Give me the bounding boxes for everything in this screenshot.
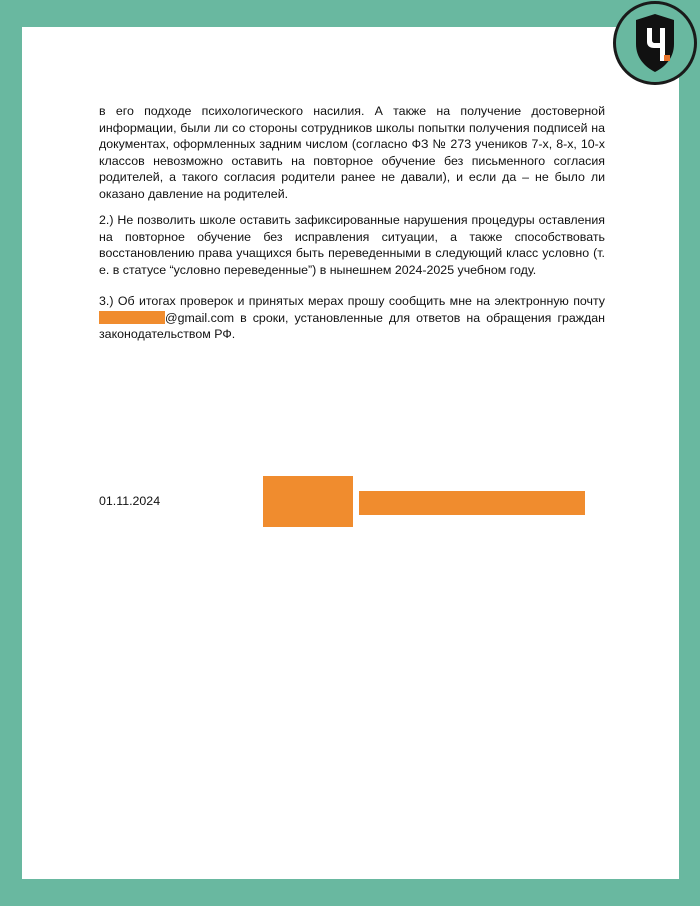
document-sheet xyxy=(22,27,679,879)
email-domain: @gmail.com xyxy=(165,310,235,325)
paragraph-continuation: в его подходе психологического насилия. А также на получение достоверной информации, были ли со стороны сотрудников школы попытки получения подписей на документах, оформленных задним числом (согласно ФЗ № 273 учеников 7-х, 8-х, 10-х классов невозможно оставить на повторное обучение без письменного согласия родителей, а такого согласия родители ранее не давали), и если да – не было ли оказано давление на родителей. xyxy=(99,104,605,201)
paragraph-point-2: 2.) Не позволить школе оставить зафиксированные нарушения процедуры оставления на повторное обучение без исправления ситуации, а также способствовать восстановлению права учащихся быть переведенными в следующий класс условно (т. е. в статусе “условно переведенные”) в нынешнем 2024-2025 учебном году. xyxy=(99,213,605,277)
email-redaction xyxy=(99,311,165,324)
name-redaction xyxy=(359,491,585,515)
paragraph-point-3-text-end: в сроки, установленные для ответов на обращения граждан законодательством РФ. xyxy=(99,310,605,342)
logo-badge xyxy=(613,1,697,85)
signature-redaction xyxy=(263,476,353,527)
shield-icon xyxy=(616,4,694,82)
document-date: 01.11.2024 xyxy=(99,494,161,508)
paragraph-point-3-text-start: 3.) Об итогах проверок и принятых мерах прошу сообщить мне на электронную почту xyxy=(99,294,605,308)
paragraph-point-3 xyxy=(99,293,605,343)
